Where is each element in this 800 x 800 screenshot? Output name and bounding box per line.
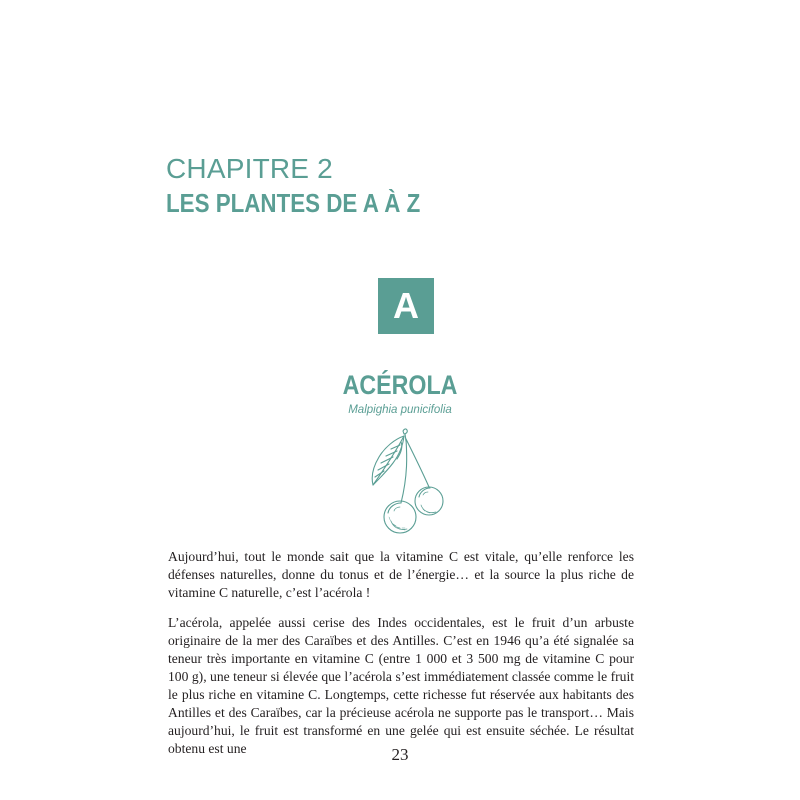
chapter-title: LES PLANTES DE A À Z (166, 188, 421, 218)
plant-name: ACÉROLA (342, 370, 458, 400)
cherry-illustration-icon (355, 425, 455, 540)
paragraph-intro (168, 548, 634, 602)
paragraph-description (168, 614, 634, 758)
paragraph-text: Aujourd’hui, tout le monde sait que la vitamine C est vitale, qu’elle renforce les défenses naturelles, donne du tonus et de l’énergie… et la source la plus riche de vitamine C naturelle, c’est l’acérola ! (168, 549, 634, 600)
section-letter-badge: A (378, 278, 434, 334)
paragraph-text: L’acérola, appelée aussi cerise des Indes occidentales, est le fruit d’un arbuste originaire de la mer des Caraïbes et des Antilles. C’est en 1946 qu’a été signalée sa teneur très importante en vitamine C (entre 1 000 et 3 500 mg de vitamine C pour 100 g), une teneur si élevée que l’acérola s’est immédiatement classée comme le fruit le plus riche en vitamine C. Longtemps, cette richesse fut réservée aux habitants des Antilles et des Caraïbes, car la précieuse acérola ne supporte pas le transport… Mais aujourd’hui, le fruit est transformé en une gelée qui est ensuite séchée. Le résultat obtenu est une (168, 615, 634, 756)
plant-latin-name: Malpighia punicifolia (348, 404, 452, 416)
page-number: 23 (391, 745, 409, 764)
chapter-label: CHAPITRE 2 (166, 153, 333, 184)
